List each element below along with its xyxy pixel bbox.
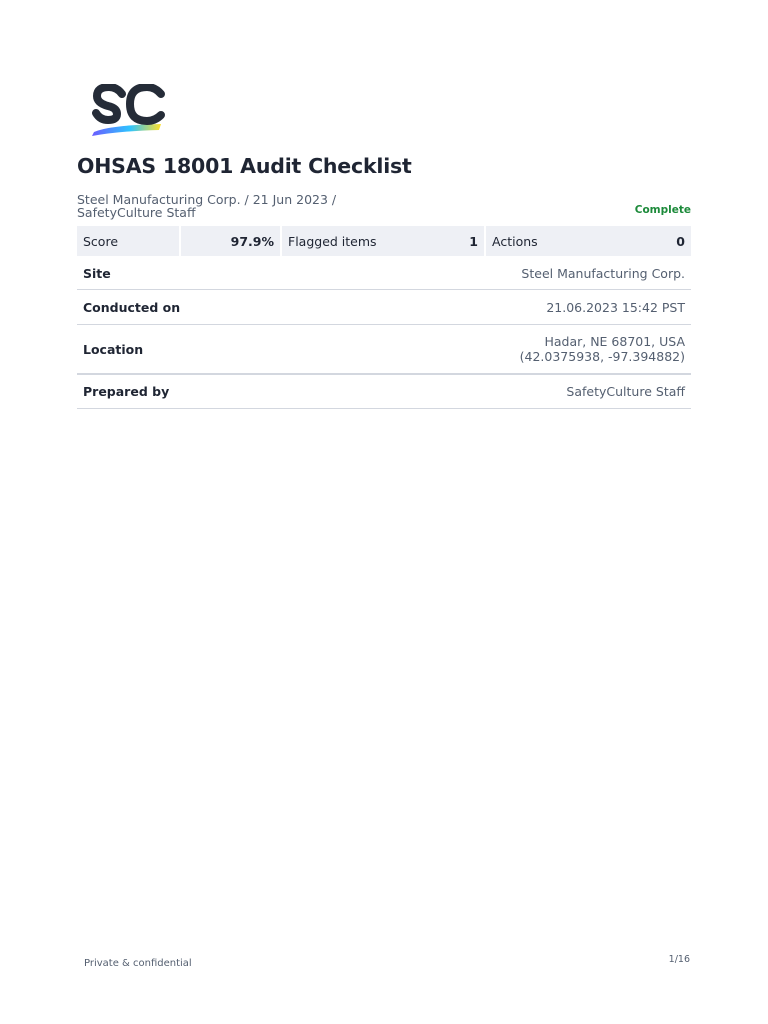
detail-label: Location	[83, 341, 144, 357]
location-address: Hadar, NE 68701, USA	[544, 334, 685, 349]
status-badge: Complete	[634, 204, 691, 216]
detail-value: Steel Manufacturing Corp.	[521, 265, 685, 281]
page-number: 1/16	[668, 954, 690, 965]
safetyculture-logo	[90, 84, 166, 138]
detail-value	[520, 334, 685, 364]
detail-value: 21.06.2023 15:42 PST	[546, 299, 685, 315]
location-coordinates: (42.0375938, -97.394882)	[519, 349, 685, 364]
report-title: OHSAS 18001 Audit Checklist	[77, 154, 412, 178]
flagged-items-label: Flagged items	[288, 233, 377, 249]
detail-value: SafetyCulture Staff	[566, 384, 685, 399]
actions-value: 0	[676, 233, 685, 249]
report-subtitle	[77, 193, 377, 219]
footer-confidential: Private & confidential	[84, 958, 192, 969]
score-label: Score	[77, 226, 181, 256]
actions-label: Actions	[492, 233, 538, 249]
details-table	[77, 257, 691, 409]
detail-row-site	[77, 257, 691, 290]
subtitle-line-author: SafetyCulture Staff	[77, 205, 196, 220]
flagged-items-value: 1	[401, 226, 486, 256]
summary-bar	[77, 226, 691, 256]
detail-row-conducted-on	[77, 290, 691, 325]
detail-label: Prepared by	[83, 384, 170, 399]
subtitle-line-site-date: Steel Manufacturing Corp. / 21 Jun 2023 /	[77, 192, 337, 207]
detail-label: Site	[83, 265, 111, 281]
detail-row-prepared-by	[77, 375, 691, 409]
detail-row-location	[77, 325, 691, 375]
score-value: 97.9%	[181, 226, 282, 256]
detail-label: Conducted on	[83, 299, 181, 315]
